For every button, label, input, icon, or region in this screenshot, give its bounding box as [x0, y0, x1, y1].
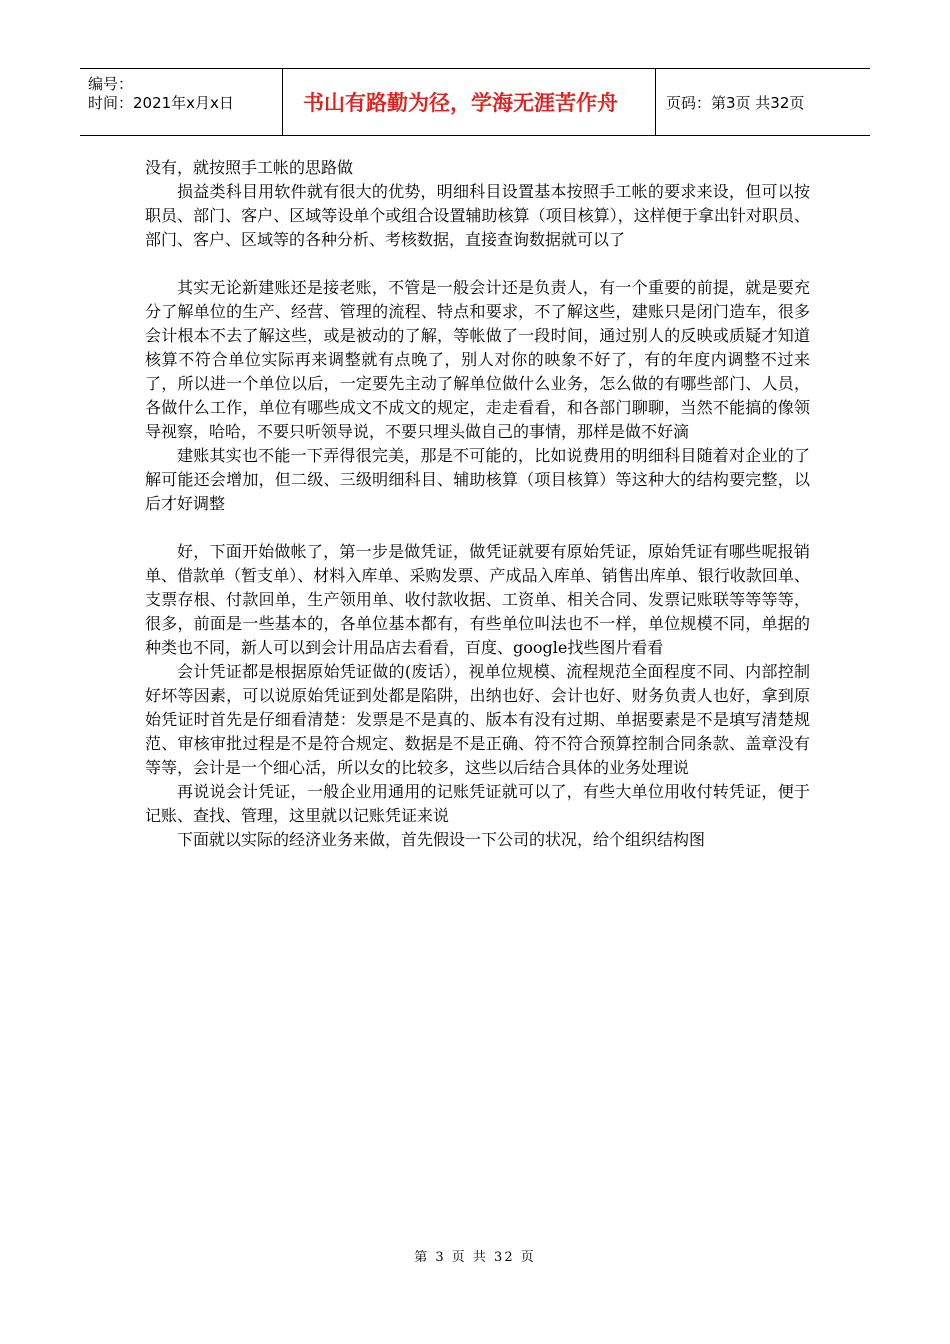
header-meta-cell: [80, 69, 283, 135]
number-label: 编号：: [88, 75, 134, 93]
paragraph: 会计凭证都是根据原始凭证做的(废话），视单位规模、流程规范全面程度不同、内部控制好坏等因素，可以说原始凭证到处都是陷阱，出纳也好、会计也好、财务负责人也好，拿到原始凭证时首先是仔细看清楚：发票是不是真的、版本有没有过期、单据要素是不是填写清楚规范、审核审批过程是不是符合规定、数据是不是正确、符不符合预算控制合同条款、盖章没有等等，会计是一个细心活，所以女的比较多，这些以后结合具体的业务处理说: [145, 662, 810, 777]
paragraph: 再说说会计凭证，一般企业用通用的记账凭证就可以了，有些大单位用收付转凭证，便于记账、查找、管理，这里就以记账凭证来说: [145, 782, 810, 825]
header-motto: 书山有路勤为径，学海无涯苦作舟: [283, 69, 656, 135]
paragraph: 损益类科目用软件就有很大的优势，明细科目设置基本按照手工帐的要求来设，但可以按职员、部门、客户、区域等设单个或组合设置辅助核算（项目核算），这样便于拿出针对职员、部门、客户、区域等的各种分析、考核数据，直接查询数据就可以了: [145, 182, 810, 249]
header-page-info: 页码：第3页 共32页: [666, 94, 805, 112]
paragraph: 下面就以实际的经济业务来做，首先假设一下公司的状况，给个组织结构图: [177, 830, 706, 849]
page-header: [80, 68, 870, 136]
paragraph: 建账其实也不能一下弄得很完美，那是不可能的，比如说费用的明细科目随着对企业的了解可能还会增加，但二级、三级明细科目、辅助核算（项目核算）等这种大的结构要完整，以后才好调整: [145, 446, 810, 513]
paragraph: 好，下面开始做帐了，第一步是做凭证，做凭证就要有原始凭证，原始凭证有哪些呢报销单、借款单（暂支单）、材料入库单、采购发票、产成品入库单、销售出库单、银行收款回单、支票存根、付款回单，生产领用单、收付款收据、工资单、相关合同、发票记账联等等等等，很多，前面是一些基本的，各单位基本都有，有些单位叫法也不一样，单位规模不同，单据的种类也不同，新人可以到会计用品店去看看，百度、google找些图片看看: [145, 542, 810, 657]
document-body: [145, 156, 810, 852]
time-label: 时间：2021年x月x日: [88, 94, 234, 112]
paragraph: 其实无论新建账还是接老账，不管是一般会计还是负责人，有一个重要的前提，就是要充分了解单位的生产、经营、管理的流程、特点和要求，不了解这些，建账只是闭门造车，很多会计根本不去了解这些，或是被动的了解，等帐做了一段时间，通过别人的反映或质疑才知道核算不符合单位实际再来调整就有点晚了，别人对你的映象不好了，有的年度内调整不过来了，所以进一个单位以后，一定要先主动了解单位做什么业务，怎么做的有哪些部门、人员，各做什么工作，单位有哪些成文不成文的规定，走走看看，和各部门聊聊，当然不能搞的像领导视察，哈哈，不要只听领导说，不要只埋头做自己的事情，那样是做不好滴: [145, 278, 810, 441]
paragraph: 没有，就按照手工帐的思路做: [145, 158, 354, 177]
page-footer: 第 3 页 共 32 页: [414, 1250, 536, 1265]
